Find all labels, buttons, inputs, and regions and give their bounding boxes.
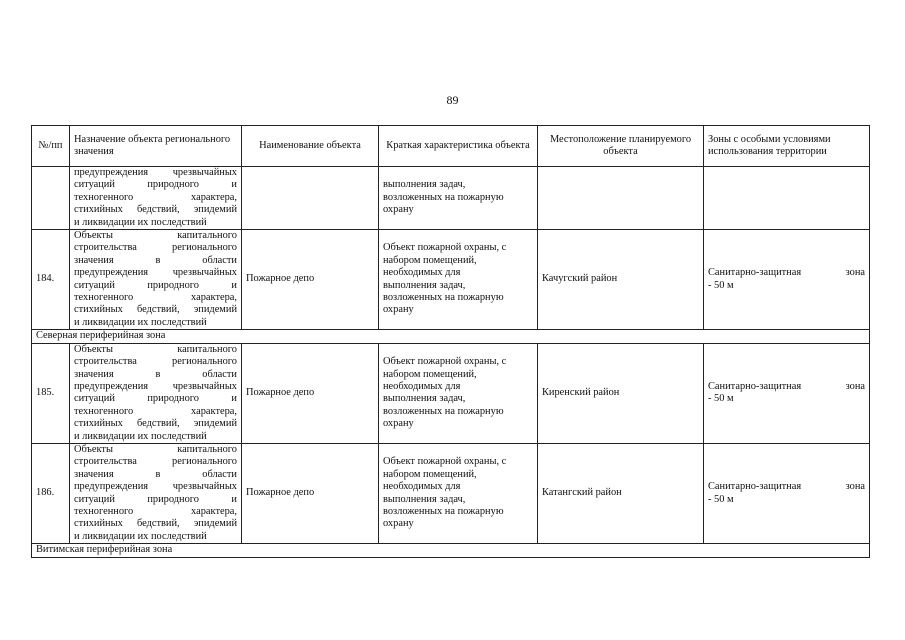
table-row-184 (32, 230, 870, 330)
characteristic-line: возложенных на пожарную (383, 405, 504, 417)
characteristic-line: необходимых для (383, 481, 461, 493)
purpose-line: строительства регионального (74, 242, 237, 254)
location-cell (538, 167, 704, 230)
characteristic-line: необходимых для (383, 380, 461, 392)
purpose-line: значения в области (74, 254, 237, 266)
zone-type: Санитарно-защитная (708, 380, 802, 392)
purpose-line: значения в области (74, 368, 237, 380)
row-number: 186. (32, 443, 70, 543)
row-number: 184. (32, 230, 70, 330)
zone-word: зона (845, 481, 865, 493)
purpose-line: предупреждения чрезвычайных (74, 267, 237, 279)
characteristic-line: выполнения задач, (383, 279, 466, 291)
location-cell: Катангский район (538, 443, 704, 543)
characteristic-line: набором помещений, (383, 368, 477, 380)
page-number: 89 (446, 93, 459, 107)
purpose-line: Объекты капитального (74, 343, 237, 355)
purpose-cell (70, 343, 242, 443)
objects-table (31, 125, 870, 558)
zone-cell (704, 443, 870, 543)
header-zones: Зоны с особыми условиями использования территории (704, 126, 870, 167)
name-cell: Пожарное депо (242, 343, 379, 443)
section-row-north (32, 330, 870, 343)
zone-cell (704, 343, 870, 443)
table-row-continuation (32, 167, 870, 230)
purpose-cell (70, 443, 242, 543)
zone-type: Санитарно-защитная (708, 267, 802, 279)
characteristic-line: выполнения задач, (383, 493, 466, 505)
purpose-line: техногенного характера, (74, 505, 237, 517)
purpose-cell (70, 230, 242, 330)
purpose-line: ситуаций природного и (74, 179, 237, 191)
purpose-line: стихийных бедствий, эпидемий (74, 518, 237, 530)
location-cell: Киренский район (538, 343, 704, 443)
zone-size: - 50 м (708, 393, 734, 405)
header-purpose: Назначение объекта регионального значения (70, 126, 242, 167)
name-cell: Пожарное депо (242, 443, 379, 543)
header-location: Местоположение планируемого объекта (538, 126, 704, 167)
characteristic-line: возложенных на пожарную (383, 292, 504, 304)
characteristic-line: набором помещений, (383, 254, 477, 266)
characteristic-line: возложенных на пожарную (383, 191, 504, 203)
table-row-185 (32, 343, 870, 443)
purpose-line: Объекты капитального (74, 230, 237, 242)
purpose-line: техногенного характера, (74, 292, 237, 304)
purpose-line: ситуаций природного и (74, 279, 237, 291)
purpose-line: техногенного характера, (74, 405, 237, 417)
purpose-cell (70, 167, 242, 230)
characteristic-line: Объект пожарной охраны, с (383, 242, 507, 254)
row-number (32, 167, 70, 230)
section-title: Северная периферийная зона (32, 330, 870, 343)
purpose-line: и ликвидации их последствий (74, 530, 207, 542)
purpose-line: предупреждения чрезвычайных (74, 167, 237, 178)
characteristic-line: охрану (383, 304, 414, 316)
header-characteristic: Краткая характеристика объекта (379, 126, 538, 167)
purpose-line: строительства регионального (74, 356, 237, 368)
characteristic-line: выполнения задач, (383, 393, 466, 405)
section-row-vitim (32, 544, 870, 557)
purpose-line: предупреждения чрезвычайных (74, 481, 237, 493)
characteristic-cell (379, 343, 538, 443)
table-row-186 (32, 443, 870, 543)
purpose-line: стихийных бедствий, эпидемий (74, 418, 237, 430)
characteristic-cell (379, 443, 538, 543)
purpose-line: стихийных бедствий, эпидемий (74, 304, 237, 316)
zone-type: Санитарно-защитная (708, 481, 802, 493)
characteristic-line: охрану (383, 418, 414, 430)
table-header-row (32, 126, 870, 167)
purpose-line: строительства регионального (74, 456, 237, 468)
characteristic-line: Объект пожарной охраны, с (383, 456, 507, 468)
zone-word: зона (845, 380, 865, 392)
purpose-line: Объекты капитального (74, 443, 237, 455)
characteristic-line: Объект пожарной охраны, с (383, 356, 507, 368)
row-number: 185. (32, 343, 70, 443)
zone-cell (704, 167, 870, 230)
characteristic-cell (379, 230, 538, 330)
purpose-line: ситуаций природного и (74, 493, 237, 505)
purpose-line: и ликвидации их последствий (74, 216, 207, 228)
location-cell: Качугский район (538, 230, 704, 330)
purpose-line: предупреждения чрезвычайных (74, 380, 237, 392)
purpose-line: и ликвидации их последствий (74, 316, 207, 328)
characteristic-cell (379, 167, 538, 230)
header-number: №/пп (32, 126, 70, 167)
characteristic-line: охрану (383, 204, 414, 216)
characteristic-line: охрану (383, 518, 414, 530)
purpose-line: и ликвидации их последствий (74, 430, 207, 442)
characteristic-line: выполнения задач, (383, 179, 466, 191)
purpose-line: техногенного характера, (74, 191, 237, 203)
name-cell: Пожарное депо (242, 230, 379, 330)
purpose-line: стихийных бедствий, эпидемий (74, 204, 237, 216)
zone-size: - 50 м (708, 279, 734, 291)
zone-cell (704, 230, 870, 330)
name-cell (242, 167, 379, 230)
purpose-line: ситуаций природного и (74, 393, 237, 405)
characteristic-line: необходимых для (383, 267, 461, 279)
characteristic-line: набором помещений, (383, 468, 477, 480)
zone-size: - 50 м (708, 493, 734, 505)
characteristic-line: возложенных на пожарную (383, 505, 504, 517)
section-title: Витимская периферийная зона (32, 544, 870, 557)
zone-word: зона (845, 267, 865, 279)
header-name: Наименование объекта (242, 126, 379, 167)
purpose-line: значения в области (74, 468, 237, 480)
